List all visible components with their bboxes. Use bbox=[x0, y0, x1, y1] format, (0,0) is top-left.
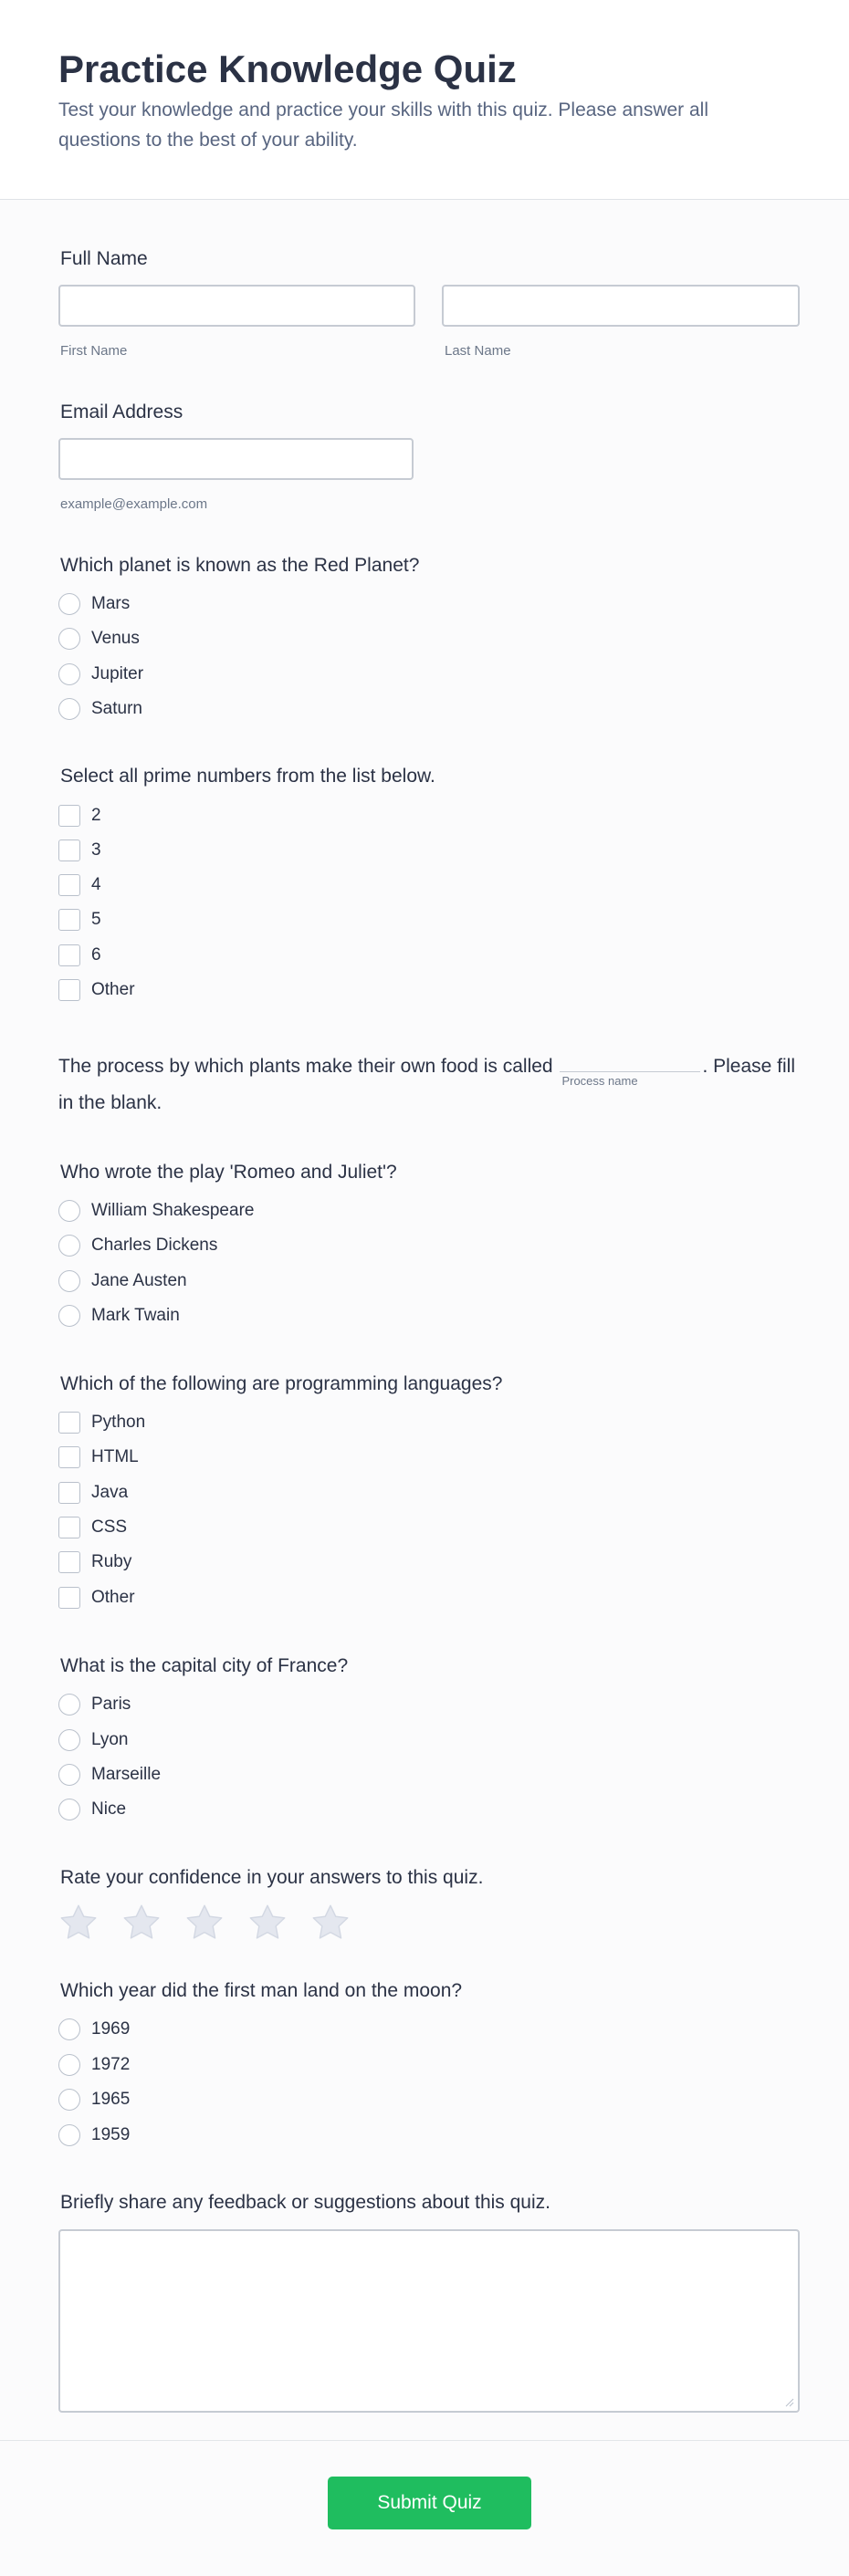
checkbox[interactable] bbox=[58, 1412, 80, 1434]
form-header bbox=[0, 0, 849, 200]
planet-question-label: Which planet is known as the Red Planet? bbox=[60, 555, 420, 576]
romeo-option[interactable]: Charles Dickens bbox=[58, 1234, 217, 1257]
moon-option[interactable]: 1965 bbox=[58, 2088, 130, 2112]
prime-question-label: Select all prime numbers from the list below. bbox=[60, 766, 435, 787]
email-sublabel: example@example.com bbox=[60, 496, 208, 512]
programming-option[interactable]: HTML bbox=[58, 1445, 139, 1469]
moon-question-label: Which year did the first man land on the moon? bbox=[60, 1980, 463, 2001]
romeo-option[interactable]: Mark Twain bbox=[58, 1304, 180, 1328]
star-rating[interactable] bbox=[58, 1903, 373, 1943]
star-icon[interactable] bbox=[310, 1903, 351, 1943]
radio-button[interactable] bbox=[58, 2054, 80, 2076]
checkbox[interactable] bbox=[58, 979, 80, 1001]
checkbox[interactable] bbox=[58, 874, 80, 896]
checkbox[interactable] bbox=[58, 1551, 80, 1573]
radio-button[interactable] bbox=[58, 2124, 80, 2146]
feedback-question-label: Briefly share any feedback or suggestions about this quiz. bbox=[60, 2192, 550, 2213]
email-label: Email Address bbox=[60, 402, 183, 422]
planet-option[interactable]: Jupiter bbox=[58, 662, 143, 686]
capital-question-label: What is the capital city of France? bbox=[60, 1655, 349, 1676]
prime-option[interactable]: 2 bbox=[58, 804, 101, 828]
moon-option[interactable]: 1972 bbox=[58, 2053, 130, 2077]
star-icon[interactable] bbox=[184, 1903, 225, 1943]
page-title: Practice Knowledge Quiz bbox=[58, 47, 517, 90]
radio-button[interactable] bbox=[58, 1729, 80, 1751]
programming-option[interactable]: Java bbox=[58, 1481, 128, 1505]
checkbox[interactable] bbox=[58, 1587, 80, 1609]
last-name-sublabel: Last Name bbox=[445, 343, 511, 359]
radio-button[interactable] bbox=[58, 1270, 80, 1292]
process-name-blank-input[interactable] bbox=[560, 1051, 700, 1088]
programming-option[interactable]: CSS bbox=[58, 1516, 127, 1539]
checkbox[interactable] bbox=[58, 909, 80, 931]
checkbox[interactable] bbox=[58, 1446, 80, 1468]
capital-option[interactable]: Nice bbox=[58, 1798, 126, 1821]
process-name-sublabel: Process name bbox=[561, 1074, 638, 1088]
email-input[interactable] bbox=[58, 438, 414, 480]
planet-option[interactable]: Mars bbox=[58, 592, 130, 616]
first-name-sublabel: First Name bbox=[60, 343, 128, 359]
planet-option[interactable]: Venus bbox=[58, 627, 140, 651]
checkbox[interactable] bbox=[58, 1517, 80, 1538]
programming-option[interactable]: Other bbox=[58, 1586, 135, 1610]
star-icon[interactable] bbox=[247, 1903, 288, 1943]
rating-question-label: Rate your confidence in your answers to this quiz. bbox=[60, 1867, 484, 1888]
prime-option[interactable]: Other bbox=[58, 978, 135, 1002]
programming-option[interactable]: Ruby bbox=[58, 1550, 131, 1574]
radio-button[interactable] bbox=[58, 1694, 80, 1716]
prime-option[interactable]: 6 bbox=[58, 944, 101, 967]
programming-question-label: Which of the following are programming languages? bbox=[60, 1373, 503, 1394]
romeo-option[interactable]: William Shakespeare bbox=[58, 1199, 254, 1223]
radio-button[interactable] bbox=[58, 1200, 80, 1222]
full-name-label: Full Name bbox=[60, 248, 148, 269]
radio-button[interactable] bbox=[58, 698, 80, 720]
page-subtitle: Test your knowledge and practice your skills with this quiz. Please answer all questions to the best of your ability. bbox=[58, 99, 709, 151]
capital-option[interactable]: Lyon bbox=[58, 1728, 129, 1752]
form-footer bbox=[0, 2440, 849, 2576]
capital-option[interactable]: Paris bbox=[58, 1693, 131, 1716]
radio-button[interactable] bbox=[58, 1305, 80, 1327]
checkbox[interactable] bbox=[58, 840, 80, 861]
planet-option[interactable]: Saturn bbox=[58, 697, 142, 721]
last-name-input[interactable] bbox=[442, 285, 800, 327]
programming-option[interactable]: Python bbox=[58, 1411, 145, 1434]
capital-option[interactable]: Marseille bbox=[58, 1763, 161, 1787]
radio-button[interactable] bbox=[58, 2018, 80, 2040]
first-name-input[interactable] bbox=[58, 285, 415, 327]
fill-blank-question: The process by which plants make their own food is called Process name . Please fill in the blank. bbox=[58, 1048, 807, 1121]
radio-button[interactable] bbox=[58, 628, 80, 650]
checkbox[interactable] bbox=[58, 944, 80, 966]
resize-handle-icon[interactable] bbox=[785, 2398, 794, 2407]
moon-option[interactable]: 1959 bbox=[58, 2123, 130, 2147]
romeo-question-label: Who wrote the play 'Romeo and Juliet'? bbox=[60, 1162, 397, 1183]
moon-option[interactable]: 1969 bbox=[58, 2018, 130, 2041]
romeo-option[interactable]: Jane Austen bbox=[58, 1269, 187, 1293]
checkbox[interactable] bbox=[58, 1482, 80, 1504]
radio-button[interactable] bbox=[58, 1235, 80, 1257]
radio-button[interactable] bbox=[58, 1764, 80, 1786]
star-icon[interactable] bbox=[121, 1903, 162, 1943]
prime-option[interactable]: 5 bbox=[58, 908, 101, 932]
prime-option[interactable]: 4 bbox=[58, 873, 101, 897]
star-icon[interactable] bbox=[58, 1903, 99, 1943]
radio-button[interactable] bbox=[58, 2089, 80, 2111]
prime-option[interactable]: 3 bbox=[58, 839, 101, 862]
radio-button[interactable] bbox=[58, 593, 80, 615]
checkbox[interactable] bbox=[58, 805, 80, 827]
radio-button[interactable] bbox=[58, 1799, 80, 1820]
submit-quiz-button[interactable]: Submit Quiz bbox=[328, 2477, 531, 2529]
feedback-textarea[interactable] bbox=[58, 2229, 800, 2413]
radio-button[interactable] bbox=[58, 663, 80, 685]
